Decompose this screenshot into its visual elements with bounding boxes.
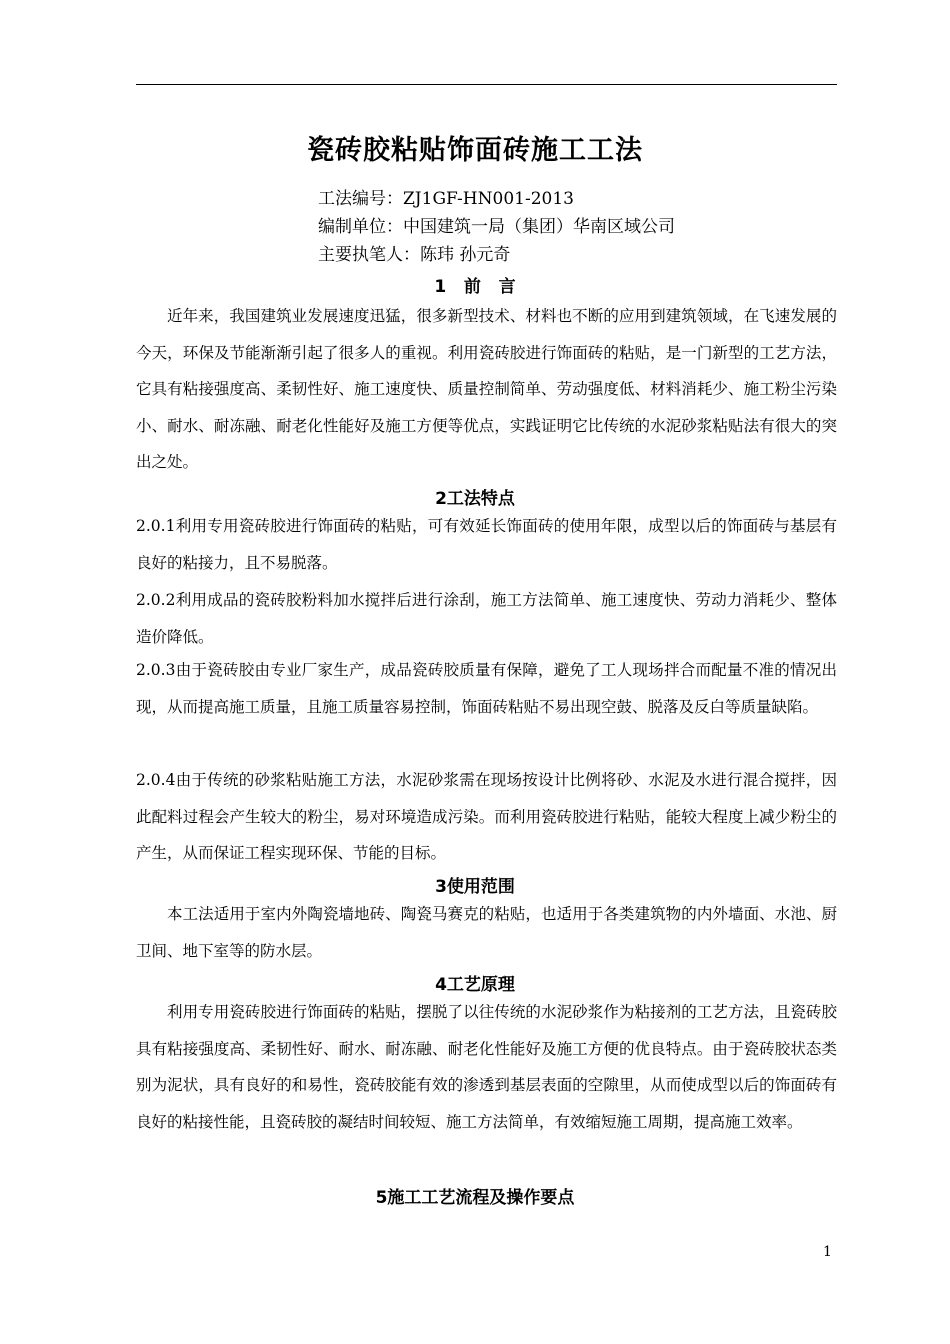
principle-paragraph: 利用专用瓷砖胶进行饰面砖的粘贴，摆脱了以往传统的水泥砂浆作为粘接剂的工艺方法，且瓷砖胶具有粘接强度高、柔韧性好、耐水、耐冻融、耐老化性能好及施工方便的优良特点。由于瓷砖胶状态类别为泥状，具有良好的和易性，瓷砖胶能有效的渗透到基层表面的空隙里，从而使成型以后的饰面砖有良好的粘接性能，且瓷砖胶的凝结时间较短、施工方法简单，有效缩短施工周期，提高施工效率。	[136, 1003, 837, 1131]
feature-paragraph-1: 2.0.1利用专用瓷砖胶进行饰面砖的粘贴，可有效延长饰面砖的使用年限，成型以后的饰面砖与基层有良好的粘接力，且不易脱落。	[136, 517, 837, 572]
section-heading-preface: 1 前 言	[434, 277, 516, 297]
page-number: 1	[823, 1244, 832, 1260]
method-number: 工法编号：ZJ1GF-HN001-2013	[318, 189, 574, 209]
section-heading-features: 2工法特点	[435, 489, 515, 509]
section-heading-principle: 4工艺原理	[435, 975, 515, 995]
feature-paragraph-2: 2.0.2利用成品的瓷砖胶粉料加水搅拌后进行涂刮，施工方法简单、施工速度快、劳动力消耗少、整体造价降低。	[136, 591, 837, 646]
feature-paragraph-3: 2.0.3由于瓷砖胶由专业厂家生产，成品瓷砖胶质量有保障，避免了工人现场拌合而配量不准的情况出现，从而提高施工质量，且施工质量容易控制，饰面砖粘贴不易出现空鼓、脱落及反白等质量缺陷。	[136, 661, 837, 716]
feature-paragraph-4: 2.0.4由于传统的砂浆粘贴施工方法，水泥砂浆需在现场按设计比例将砂、水泥及水进行混合搅拌，因此配料过程会产生较大的粉尘，易对环境造成污染。而利用瓷砖胶进行粘贴，能较大程度上减少粉尘的产生，从而保证工程实现环保、节能的目标。	[136, 771, 837, 862]
main-authors: 主要执笔人：陈玮 孙元奇	[318, 245, 511, 265]
preface-paragraph: 近年来，我国建筑业发展速度迅猛，很多新型技术、材料也不断的应用到建筑领域，在飞速发展的今天，环保及节能渐渐引起了很多人的重视。利用瓷砖胶进行饰面砖的粘贴，是一门新型的工艺方法，它具有粘接强度高、柔韧性好、施工速度快、质量控制简单、劳动强度低、材料消耗少、施工粉尘污染小、耐水、耐冻融、耐老化性能好及施工方便等优点，实践证明它比传统的水泥砂浆粘贴法有很大的突出之处。	[136, 307, 837, 471]
section-heading-process: 5施工工艺流程及操作要点	[375, 1188, 575, 1208]
document-title: 瓷砖胶粘贴饰面砖施工工法	[307, 135, 643, 166]
scope-paragraph: 本工法适用于室内外陶瓷墙地砖、陶瓷马赛克的粘贴，也适用于各类建筑物的内外墙面、水池、厨卫间、地下室等的防水层。	[136, 905, 837, 960]
header-rule	[136, 84, 837, 85]
compiling-unit: 编制单位：中国建筑一局（集团）华南区域公司	[318, 217, 675, 237]
section-heading-scope: 3使用范围	[435, 877, 515, 897]
